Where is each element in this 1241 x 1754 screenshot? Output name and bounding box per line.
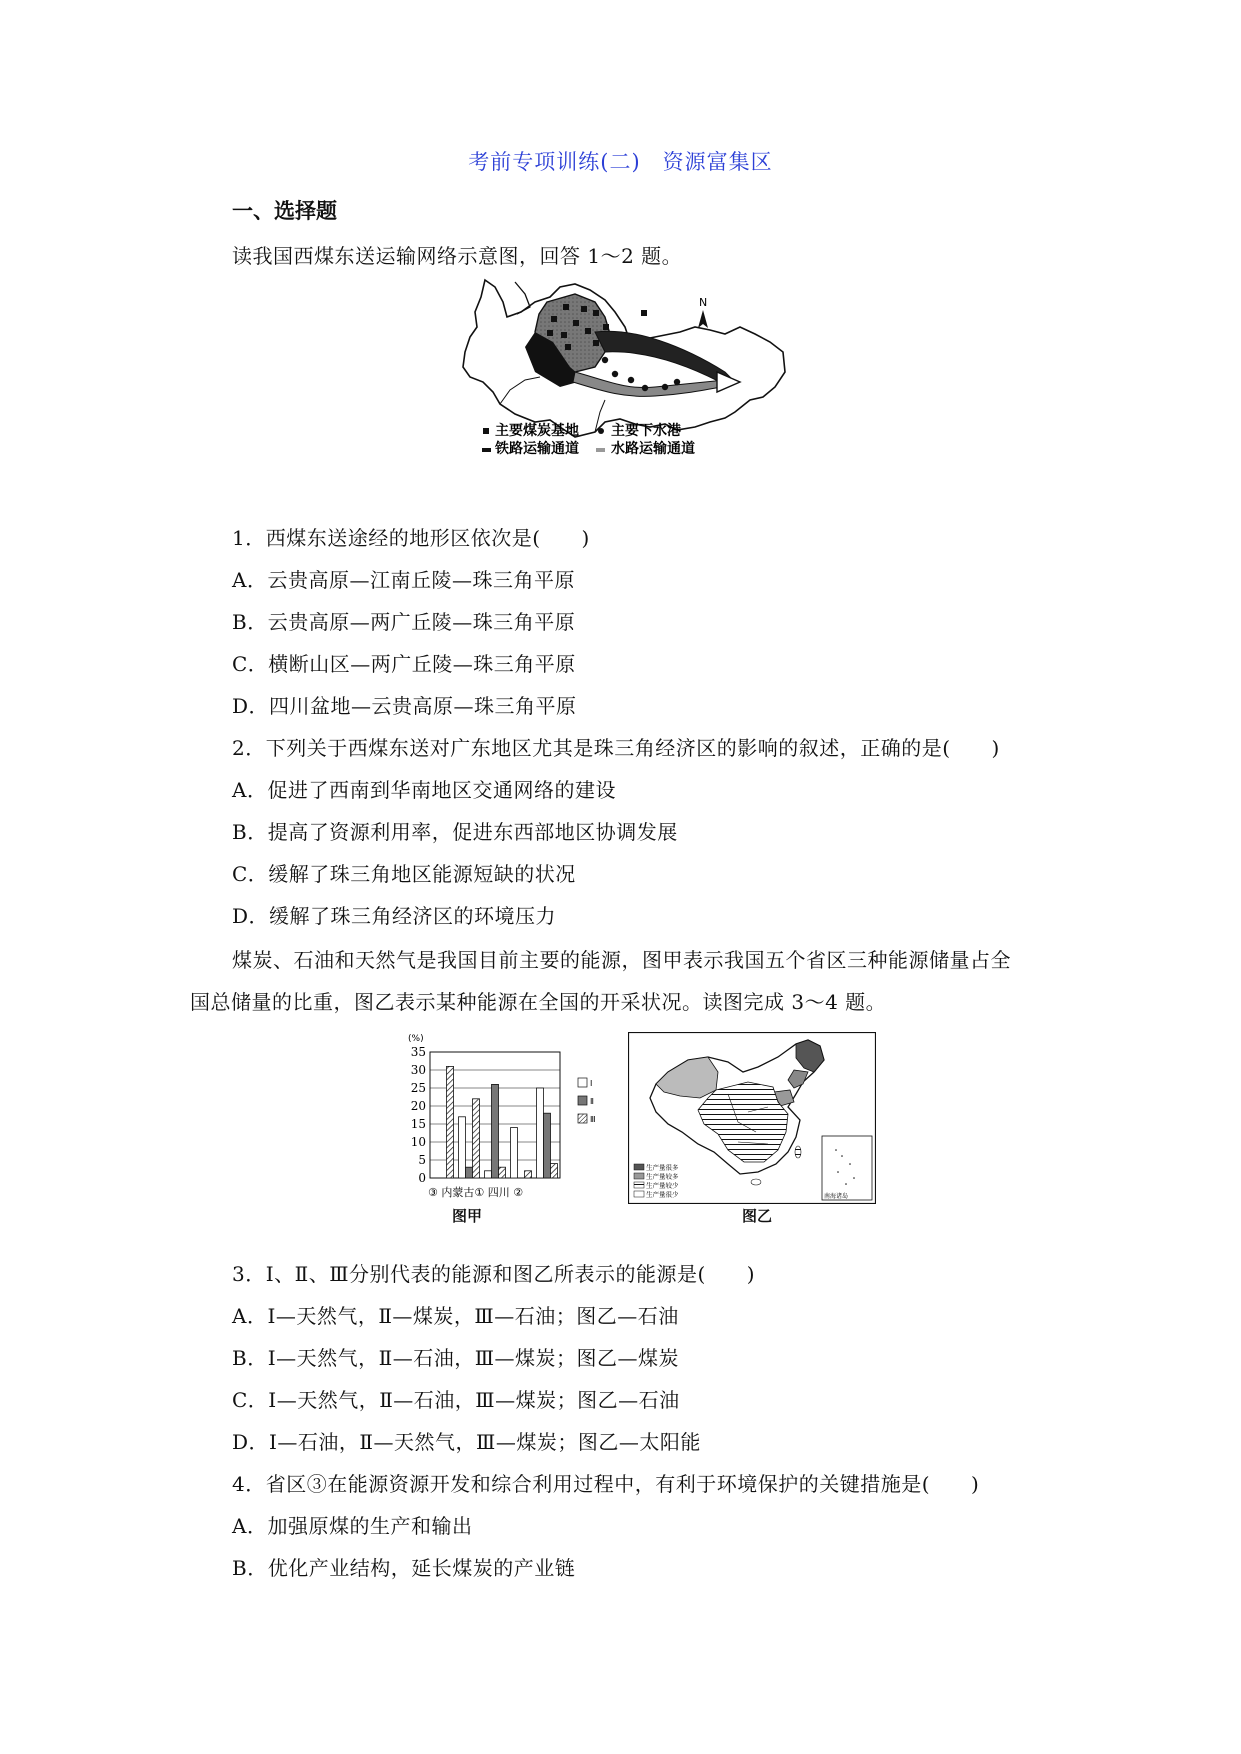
bar-Ⅲ-②	[551, 1164, 558, 1178]
legend-square-icon	[483, 428, 489, 434]
legend-very-few: 生产量很少	[646, 1190, 679, 1199]
page-title: 考前专项训练(二) 资源富集区	[468, 150, 773, 174]
y-tick-label: 10	[410, 1135, 426, 1149]
intro-text-1: 读我国西煤东送运输网络示意图，回答 1～2 题。	[232, 244, 683, 268]
north-label: N	[699, 296, 708, 309]
q3-option-d: D．Ⅰ—石油，Ⅱ—天然气，Ⅲ—煤炭；图乙—太阳能	[232, 1430, 701, 1454]
legend-swatch-Ⅰ	[578, 1078, 587, 1087]
bar-Ⅲ-内蒙古	[473, 1099, 480, 1178]
legend-swatch-Ⅱ	[578, 1096, 587, 1105]
chart-caption: 图甲	[452, 1207, 483, 1225]
q3-option-c: C．Ⅰ—天然气，Ⅱ—石油，Ⅲ—煤炭；图乙—石油	[232, 1388, 680, 1412]
legend-label-Ⅲ: Ⅲ	[590, 1115, 596, 1124]
y-tick-label: 20	[410, 1099, 426, 1113]
question-2: 2．下列关于西煤东送对广东地区尤其是珠三角经济区的影响的叙述，正确的是( )	[232, 736, 1000, 760]
q4-option-b: B．优化产业结构，延长煤炭的产业链	[232, 1556, 576, 1580]
y-tick-label: 0	[418, 1171, 426, 1185]
q1-option-c: C．横断山区—两广丘陵—珠三角平原	[232, 652, 576, 676]
legend-label-Ⅰ: Ⅰ	[590, 1079, 593, 1088]
intro-text-2a: 煤炭、石油和天然气是我国目前主要的能源，图甲表示我国五个省区三种能源储量占全	[232, 948, 1011, 972]
q2-option-c: C．缓解了珠三角地区能源短缺的状况	[232, 862, 576, 886]
bar-Ⅲ-③	[447, 1066, 454, 1178]
bar-Ⅲ-四川	[525, 1171, 532, 1178]
q2-option-a: A．促进了西南到华南地区交通网络的建设	[232, 778, 616, 802]
legend-many: 生产量较多	[646, 1172, 679, 1181]
legend-waterway: 水路运输通道	[611, 441, 695, 457]
bar-Ⅱ-②	[544, 1113, 551, 1178]
bar-Ⅰ-四川	[511, 1128, 518, 1178]
question-4: 4．省区③在能源资源开发和综合利用过程中，有利于环境保护的关键措施是( )	[232, 1472, 980, 1496]
china-production-map	[628, 1032, 876, 1204]
x-category-labels: ③ 内蒙古① 四川 ②	[428, 1186, 524, 1199]
q1-option-a: A．云贵高原—江南丘陵—珠三角平原	[232, 568, 575, 592]
legend-railway: 铁路运输通道	[495, 441, 579, 457]
bar-Ⅱ-①	[492, 1084, 499, 1178]
y-tick-label: 5	[418, 1153, 426, 1167]
section-heading: 一、选择题	[232, 199, 337, 223]
bar-Ⅰ-①	[485, 1171, 492, 1178]
coal-transport-map	[455, 272, 835, 522]
q4-option-a: A．加强原煤的生产和输出	[232, 1514, 473, 1538]
q3-option-a: A．Ⅰ—天然气，Ⅱ—煤炭，Ⅲ—石油；图乙—石油	[232, 1304, 679, 1328]
legend-dot-icon	[598, 428, 604, 434]
question-1: 1．西煤东送途经的地形区依次是( )	[232, 526, 590, 550]
q1-option-d: D．四川盆地—云贵高原—珠三角平原	[232, 694, 577, 718]
energy-reserve-bar-chart	[400, 1030, 620, 1210]
legend-swatch-very-many	[634, 1164, 644, 1170]
intro-text-2b: 国总储量的比重，图乙表示某种能源在全国的开采状况。读图完成 3～4 题。	[190, 990, 887, 1014]
question-3: 3．Ⅰ、Ⅱ、Ⅲ分别代表的能源和图乙所表示的能源是( )	[232, 1262, 756, 1286]
bar-Ⅲ-①	[499, 1167, 506, 1178]
legend-swatch-few	[634, 1182, 644, 1188]
q3-option-b: B．Ⅰ—天然气，Ⅱ—石油，Ⅲ—煤炭；图乙—煤炭	[232, 1346, 679, 1370]
legend-label-Ⅱ: Ⅱ	[590, 1097, 594, 1106]
legend-port: 主要下水港	[611, 423, 681, 439]
map-caption: 图乙	[742, 1207, 773, 1225]
q2-option-d: D．缓解了珠三角经济区的环境压力	[232, 904, 557, 928]
y-tick-label: 35	[410, 1045, 426, 1059]
legend-water-icon	[596, 448, 605, 452]
y-tick-label: 30	[410, 1063, 426, 1077]
q1-option-b: B．云贵高原—两广丘陵—珠三角平原	[232, 610, 576, 634]
y-axis-unit: (%)	[408, 1034, 424, 1044]
legend-few: 生产量较少	[646, 1181, 679, 1190]
inset-label: 南海诸岛	[824, 1193, 849, 1200]
legend-swatch-Ⅲ	[578, 1114, 587, 1123]
y-tick-label: 25	[410, 1081, 426, 1095]
q2-option-b: B．提高了资源利用率，促进东西部地区协调发展	[232, 820, 678, 844]
y-tick-label: 15	[410, 1117, 426, 1131]
legend-rail-icon	[482, 448, 491, 452]
legend-swatch-very-few	[634, 1191, 644, 1197]
legend-coal-base: 主要煤炭基地	[495, 423, 579, 439]
bar-Ⅱ-内蒙古	[466, 1167, 473, 1178]
legend-swatch-many	[634, 1173, 644, 1179]
bar-Ⅰ-②	[537, 1088, 544, 1178]
bar-Ⅰ-内蒙古	[459, 1117, 466, 1178]
legend-very-many: 生产量很多	[646, 1163, 679, 1172]
